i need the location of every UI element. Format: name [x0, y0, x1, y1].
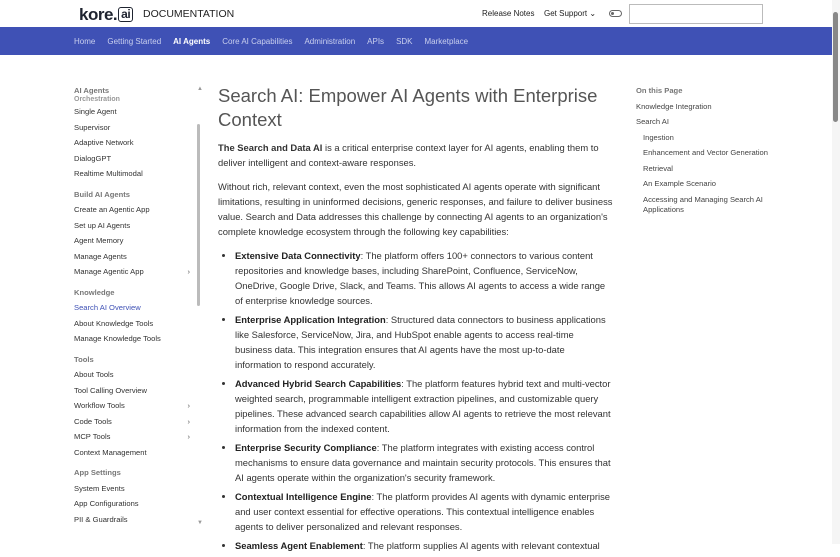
toc-link[interactable]: An Example Scenario — [643, 179, 717, 188]
sidebar-item[interactable] — [74, 398, 204, 414]
sidebar-item-label: Manage Knowledge Tools — [74, 334, 161, 343]
bullet-title: Enterprise Application Integration — [235, 314, 386, 325]
sidebar-item[interactable] — [74, 120, 204, 136]
sidebar-item-label: Manage Agentic App — [74, 267, 144, 276]
release-notes-link[interactable]: Release Notes — [482, 9, 535, 18]
bullet-text: : Structured data connectors to business applications like Salesforce, ServiceNow, Jira, and HubSpot enable agents to access real-time business data. This integration ensures that AI agents have the most up-to-date information to respond accurately. — [235, 314, 606, 370]
toc-link[interactable]: Search AI — [636, 117, 669, 126]
list-item — [235, 376, 613, 436]
article — [218, 84, 613, 557]
nav-item-apis[interactable]: APIs — [367, 36, 385, 46]
sidebar-item[interactable] — [74, 202, 204, 218]
nav-item-home[interactable]: Home — [74, 36, 96, 46]
bullet-title: Seamless Agent Enablement — [235, 540, 363, 551]
sidebar-subsection: Orchestration — [74, 96, 120, 103]
scrollbar-thumb[interactable] — [833, 12, 838, 122]
sidebar-item-label: System Events — [74, 483, 125, 493]
sidebar-group-heading — [74, 352, 204, 368]
toc-link[interactable]: Retrieval — [643, 163, 673, 173]
sidebar-item[interactable] — [74, 496, 204, 512]
list-item — [235, 312, 613, 372]
sidebar-item-label: Supervisor — [74, 122, 111, 132]
sidebar-item-label: Adaptive Network — [74, 138, 134, 147]
sidebar-item-label: Single Agent — [74, 107, 117, 116]
sidebar-item[interactable] — [74, 233, 204, 249]
toc-link[interactable]: Ingestion — [643, 132, 674, 142]
capabilities-list — [218, 248, 613, 553]
sidebar-item[interactable] — [74, 218, 204, 234]
sidebar-group-heading — [74, 187, 204, 203]
sidebar-item-label: Realtime Multimodal — [74, 169, 143, 178]
bullet-text: : The platform features hybrid text and multi-vector weighted search, programmable intelligent extraction pipelines, and customizable query pipelines. These advanced search capabilities allow AI agents to retrieve the most relevant information from the indexed content. — [235, 378, 611, 434]
chevron-right-icon[interactable]: › — [187, 432, 190, 441]
sidebar-item[interactable] — [74, 331, 204, 347]
page-scrollbar[interactable] — [832, 0, 840, 544]
sidebar-item[interactable] — [74, 481, 204, 497]
toc-link[interactable]: Enhancement and Vector Generation — [643, 148, 768, 157]
sidebar-item[interactable] — [74, 300, 204, 316]
sidebar-item[interactable] — [74, 383, 204, 399]
sidebar-scroll-down-icon[interactable]: ▼ — [197, 520, 203, 526]
toc-link[interactable]: Accessing and Managing Search AI Applications — [643, 194, 763, 214]
sidebar-item[interactable] — [74, 445, 204, 461]
bullet-text: : The platform supplies AI agents with relevant contextual — [362, 540, 600, 551]
page-title: Search AI: Empower AI Agents with Enterprise Context — [218, 85, 598, 130]
sidebar-item[interactable] — [74, 429, 204, 445]
chevron-right-icon[interactable]: › — [187, 401, 190, 410]
sidebar-item-label: Manage Agents — [74, 251, 127, 261]
bullet-title: Advanced Hybrid Search Capabilities — [235, 378, 402, 389]
sidebar-item[interactable] — [74, 367, 204, 383]
nav-item-sdk[interactable]: SDK — [396, 36, 413, 46]
sidebar-item-label: Build AI Agents — [74, 189, 130, 199]
bullet-text: : The platform offers 100+ connectors to various content repositories and knowledge bases, including SharePoint, Confluence, ServiceNow, OneDrive, Google Drive, Slack, and Teams. This allows AI agents to access a wide range of enterprise knowledge sources. — [235, 250, 606, 306]
chevron-right-icon[interactable]: › — [187, 267, 190, 276]
sidebar-scroll-up-icon[interactable]: ▲ — [197, 86, 203, 92]
sidebar-group-heading — [74, 285, 204, 301]
sidebar-item-label: About Knowledge Tools — [74, 318, 154, 328]
nav-item-marketplace[interactable]: Marketplace — [424, 36, 469, 46]
chevron-right-icon[interactable]: › — [187, 416, 190, 426]
sidebar-item-label: Agent Memory — [74, 236, 124, 245]
sidebar-item-label: App Configurations — [74, 499, 139, 508]
sidebar-item-label: Knowledge — [74, 287, 115, 297]
sidebar-item[interactable] — [74, 264, 204, 280]
sidebar-item-label: Search AI Overview — [74, 303, 141, 312]
bullet-title: Enterprise Security Compliance — [235, 442, 377, 453]
sidebar-item-label: Set up AI Agents — [74, 220, 131, 230]
sidebar-item-label: Create an Agentic App — [74, 205, 150, 214]
bullet-text: : The platform integrates with existing access control mechanisms to ensure data governance and maintain security protocols. This ensures that AI agents operate within the organization's security framework. — [235, 442, 611, 483]
sidebar-item-label: Code Tools — [74, 416, 112, 426]
documentation-title[interactable]: DOCUMENTATION — [143, 8, 235, 20]
sidebar — [74, 86, 204, 527]
sidebar-item[interactable] — [74, 166, 204, 182]
bullet-title: Contextual Intelligence Engine — [235, 491, 372, 502]
list-item — [235, 538, 613, 553]
bullet-text: : The platform provides AI agents with dynamic enterprise and user context essential for effective operations. This contextual intelligence enables agents to deliver personalized and relevant responses. — [235, 491, 610, 532]
list-item — [235, 248, 613, 308]
sidebar-item-label: About Tools — [74, 370, 114, 379]
kore-ai-logo[interactable]: kore. ai — [79, 5, 133, 25]
search-input[interactable] — [629, 4, 763, 24]
list-item — [235, 489, 613, 534]
sidebar-item[interactable] — [74, 316, 204, 332]
sidebar-item[interactable] — [74, 135, 204, 151]
sidebar-item-label: PII & Guardrails — [74, 514, 128, 524]
sidebar-item[interactable] — [74, 512, 204, 528]
sidebar-item-label: App Settings — [74, 468, 121, 477]
sidebar-item[interactable] — [74, 104, 204, 120]
sidebar-item-label: DialogGPT — [74, 153, 112, 163]
sidebar-item-label: Context Management — [74, 447, 147, 457]
sidebar-item-label: Tools — [74, 354, 94, 364]
sidebar-section-title[interactable]: AI Agents — [74, 86, 110, 95]
toc-title: On this Page — [636, 86, 683, 95]
toc-link[interactable]: Knowledge Integration — [636, 101, 712, 111]
nav-item-administration[interactable]: Administration — [304, 36, 356, 46]
sidebar-item-label: Tool Calling Overview — [74, 385, 148, 395]
bullet-title: Extensive Data Connectivity — [235, 250, 361, 261]
nav-item-ai-agents[interactable]: AI Agents — [173, 36, 211, 46]
sidebar-item[interactable] — [74, 249, 204, 265]
nav-item-getting-started[interactable]: Getting Started — [107, 36, 162, 46]
list-item — [235, 440, 613, 485]
sidebar-item[interactable] — [74, 414, 204, 430]
context-paragraph: Without rich, relevant context, even the most sophisticated AI agents operate with significant limitations, resulting in uninformed decisions, generic responses, and failure to deliver business value. Search and Data addresses this challenge by connecting AI agents to an organization's complete knowledge ecosystem through the following key capabilities: — [218, 181, 613, 237]
get-support-dropdown[interactable]: Get Support ⌄ — [544, 9, 597, 18]
sidebar-item-label: Workflow Tools — [74, 401, 125, 410]
sidebar-item[interactable] — [74, 151, 204, 167]
on-this-page — [636, 86, 776, 221]
intro-paragraph: The Search and Data AI is a critical enterprise context layer for AI agents, enabling them to deliver intelligent and context-aware responses. — [218, 142, 599, 168]
sidebar-item-label: MCP Tools — [74, 432, 111, 441]
sidebar-group-heading — [74, 465, 204, 481]
top-header — [0, 0, 832, 27]
theme-toggle[interactable] — [609, 10, 622, 17]
main-nav — [0, 27, 832, 55]
chevron-down-icon: ⌄ — [589, 9, 597, 18]
nav-item-core-ai-capabilities[interactable]: Core AI Capabilities — [222, 36, 293, 46]
